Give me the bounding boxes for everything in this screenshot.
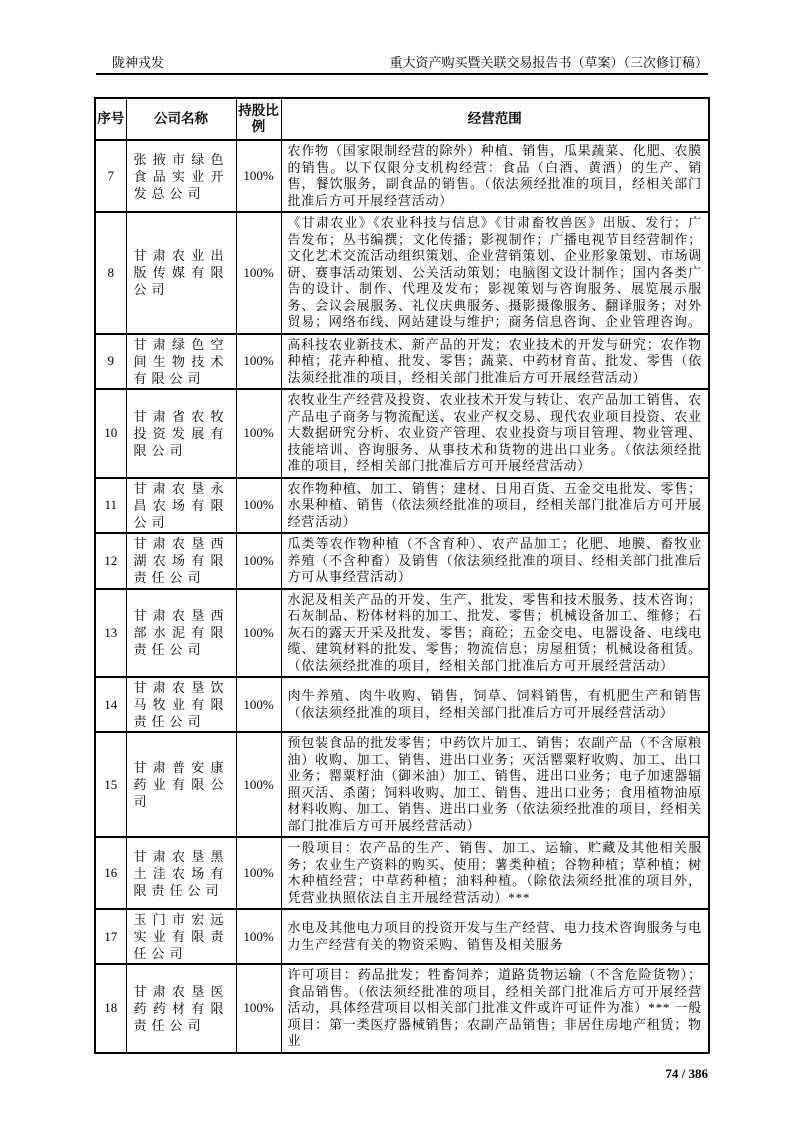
company-name: 张掖市绿色食品实业开发总公司	[126, 140, 236, 212]
table-row	[95, 533, 709, 589]
row-number: 8	[95, 212, 126, 334]
company-name: 甘肃农垦黑土洼农场有限责任公司	[126, 837, 236, 909]
business-scope: 农作物种植、加工、销售；建材、日用百货、五金交电批发、零售；水果种植、销售（依法须经批准的项目，经相关部门批准后方可开展经营活动）	[281, 478, 709, 534]
shareholding-ratio: 100%	[236, 589, 281, 678]
business-scope: 瓜类等农作物种植（不含育种）、农产品加工；化肥、地膜、畜牧业养殖（不含种畜）及销售（依法须经批准的项目、经相关部门批准后方可从事经营活动）	[281, 533, 709, 589]
shareholding-ratio: 100%	[236, 140, 281, 212]
table-row	[95, 964, 709, 1053]
row-number: 14	[95, 677, 126, 732]
business-scope: 农作物（国家限制经营的除外）种植、销售，瓜果蔬菜、化肥、农膜的销售。以下仅限分支机构经营：食品（白酒、黄酒）的生产、销售，餐饮服务，副食品的销售。（依法须经批准的项目，经相关部门批准后方可开展经营活动）	[281, 140, 709, 212]
shareholding-ratio: 100%	[236, 533, 281, 589]
column-header-business-scope: 经营范围	[281, 98, 709, 140]
page-number: 74 / 386	[665, 1065, 708, 1081]
row-number: 9	[95, 334, 126, 390]
table-row	[95, 677, 709, 732]
company-name: 甘肃省农牧投资发展有限公司	[126, 389, 236, 478]
column-header-shareholding-ratio: 持股比例	[236, 98, 281, 140]
company-name: 甘肃农垦西湖农场有限责任公司	[126, 533, 236, 589]
shareholding-ratio: 100%	[236, 964, 281, 1053]
header-company-short-name: 陇神戎发	[112, 55, 165, 70]
table-row	[95, 334, 709, 390]
company-name: 甘肃普安康药业有限公司	[126, 732, 236, 837]
company-name: 甘肃农业出版传媒有限公司	[126, 212, 236, 334]
row-number: 13	[95, 589, 126, 678]
table-row	[95, 478, 709, 534]
table-row	[95, 909, 709, 964]
row-number: 7	[95, 140, 126, 212]
header-report-title: 重大资产购买暨关联交易报告书（草案）（三次修订稿）	[389, 55, 708, 70]
table-row	[95, 389, 709, 478]
shareholding-ratio: 100%	[236, 212, 281, 334]
row-number: 17	[95, 909, 126, 964]
company-name: 甘肃农垦医药药材有限责任公司	[126, 964, 236, 1053]
shareholding-ratio: 100%	[236, 478, 281, 534]
table-row	[95, 140, 709, 212]
business-scope: 许可项目：药品批发；牲畜饲养；道路货物运输（不含危险货物）；食品销售。（依法须经批准的项目，经相关部门批准后方可开展经营活动，具体经营项目以相关部门批准文件或许可证件为准）*** 一般项目：第一类医疗器械销售；农副产品销售；非居住房地产租赁；物业	[281, 964, 709, 1053]
business-scope: 高科技农业新技术、新产品的开发；农业技术的开发与研究；农作物种植；花卉种植、批发、零售；蔬菜、中药材育苗、批发、零售（依法须经批准的项目，经相关部门批准后方可开展经营活动）	[281, 334, 709, 390]
subsidiaries-table	[94, 97, 710, 1054]
table-row	[95, 732, 709, 837]
row-number: 11	[95, 478, 126, 534]
row-number: 16	[95, 837, 126, 909]
shareholding-ratio: 100%	[236, 732, 281, 837]
company-name: 甘肃农垦西部水泥有限责任公司	[126, 589, 236, 678]
table-row	[95, 589, 709, 678]
company-name: 甘肃绿色空间生物技术有限公司	[126, 334, 236, 390]
business-scope: 一般项目：农产品的生产、销售、加工、运输、贮藏及其他相关服务；农业生产资料的购买、使用；薯类种植；谷物种植；草种植；树木种植经营；中草药种植；油料种植。（除依法须经批准的项目外，凭营业执照依法自主开展经营活动）***	[281, 837, 709, 909]
company-name: 玉门市宏远实业有限责任公司	[126, 909, 236, 964]
business-scope: 农牧业生产经营及投资、农业技术开发与转让、农产品加工销售、农产品电子商务与物流配送、农业产权交易、现代农业项目投资、农业大数据研究分析、农业资产管理、农业投资与项目管理、物业管理、技能培训、咨询服务、从事技术和货物的进出口业务。（依法须经批准的项目，经相关部门批准后方可开展经营活动）	[281, 389, 709, 478]
company-name: 甘肃农垦饮马牧业有限责任公司	[126, 677, 236, 732]
shareholding-ratio: 100%	[236, 909, 281, 964]
business-scope: 《甘肃农业》《农业科技与信息》《甘肃畜牧兽医》出版、发行；广告发布；丛书编撰；文化传播；影视制作；广播电视节目经营制作；文化艺术交流活动组织策划、企业营销策划、企业形象策划、市场调研、赛事活动策划、公关活动策划；电脑图文设计制作；国内各类广告的设计、制作、代理及发布；影视策划与咨询服务、展览展示服务、会议会展服务、礼仪庆典服务、摄影摄像服务、翻译服务；对外贸易；网络布线、网站建设与维护；商务信息咨询、企业管理咨询。	[281, 212, 709, 334]
row-number: 10	[95, 389, 126, 478]
shareholding-ratio: 100%	[236, 677, 281, 732]
business-scope: 预包装食品的批发零售；中药饮片加工、销售；农副产品（不含原粮油）收购、加工、销售、进出口业务；灭活罂粟籽收购、加工、出口业务；罂粟籽油（御米油）加工、销售、进出口业务；电子加速器辐照灭活、杀菌；饲料收购、加工、销售、进出口业务；食用植物油原材料收购、加工、销售、进出口业务（依法须经批准的项目，经相关部门批准后方可开展经营活动）	[281, 732, 709, 837]
business-scope: 肉牛养殖、肉牛收购、销售，饲草、饲料销售，有机肥生产和销售（依法须经批准的项目，经相关部门批准后方可开展经营活动）	[281, 677, 709, 732]
shareholding-ratio: 100%	[236, 334, 281, 390]
company-name: 甘肃农垦永昌农场有限公司	[126, 478, 236, 534]
table-header-row	[95, 98, 709, 140]
shareholding-ratio: 100%	[236, 837, 281, 909]
table-row	[95, 837, 709, 909]
column-header-company-name: 公司名称	[126, 98, 236, 140]
column-header-index: 序号	[95, 98, 126, 140]
shareholding-ratio: 100%	[236, 389, 281, 478]
table-row	[95, 212, 709, 334]
row-number: 15	[95, 732, 126, 837]
row-number: 12	[95, 533, 126, 589]
page-header	[96, 55, 708, 75]
business-scope: 水电及其他电力项目的投资开发与生产经营、电力技术咨询服务与电力生产经营有关的物资采购、销售及相关服务	[281, 909, 709, 964]
business-scope: 水泥及相关产品的开发、生产、批发、零售和技术服务、技术咨询；石灰制品、粉体材料的加工、批发、零售；机械设备加工、维修；石灰石的露天开采及批发、零售；商砼；五金交电、电器设备、电线电缆、建筑材料的批发、零售；物流信息；房屋租赁；机械设备租赁。（依法须经批准的项目，经相关部门批准后方可开展经营活动）	[281, 589, 709, 678]
row-number: 18	[95, 964, 126, 1053]
